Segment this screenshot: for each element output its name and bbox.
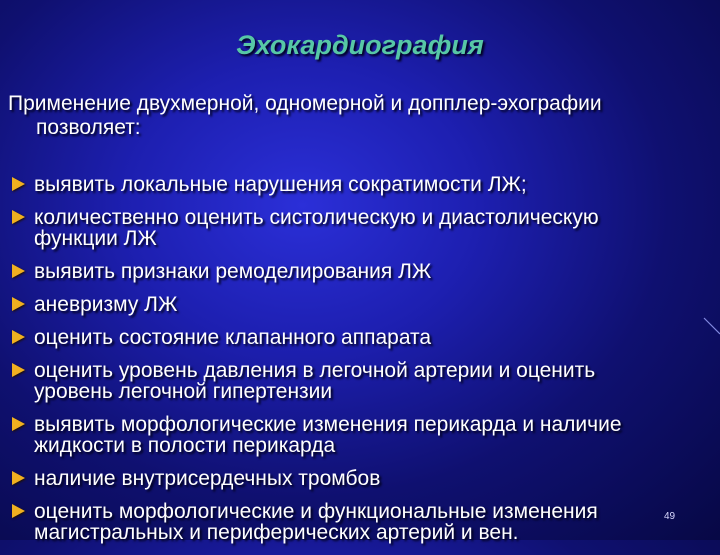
list-item-line-2: жидкости в полости перикарда [34, 434, 336, 457]
bullet-list [12, 174, 712, 555]
arrowhead-bullet-icon [12, 177, 25, 191]
list-item [12, 207, 712, 249]
list-item-line-1: выявить локальные нарушения сократимости ЛЖ; [34, 173, 527, 196]
intro-line-2: позволяет: [36, 116, 141, 139]
arrowhead-bullet-icon [12, 210, 25, 224]
list-item [12, 468, 712, 489]
list-item-line-1: наличие внутрисердечных тромбов [34, 467, 381, 490]
list-item-line-2: функции ЛЖ [34, 227, 157, 250]
list-item [12, 294, 712, 315]
intro-text [8, 92, 708, 140]
intro-line-1: Применение двухмерной, одномерной и допплер-эхографии [8, 92, 602, 115]
list-item [12, 174, 712, 195]
list-item [12, 360, 712, 402]
list-item-line-1: выявить морфологические изменения перикарда и наличие [34, 413, 622, 436]
list-item-line-1: оценить состояние клапанного аппарата [34, 326, 432, 349]
list-item-line-1: оценить уровень давления в легочной артерии и оценить [34, 359, 596, 382]
list-item [12, 414, 712, 456]
arrowhead-bullet-icon [12, 417, 25, 431]
arrowhead-bullet-icon [12, 363, 25, 377]
page-number: 49 [664, 511, 676, 522]
arrowhead-bullet-icon [12, 504, 25, 518]
list-item [12, 327, 712, 348]
list-item [12, 501, 712, 543]
arrowhead-bullet-icon [12, 264, 25, 278]
list-item-line-1: количественно оценить систолическую и диастолическую [34, 206, 599, 229]
arrowhead-bullet-icon [12, 471, 25, 485]
arrowhead-bullet-icon [12, 297, 25, 311]
list-item-line-2: магистральных и периферических артерий и вен. [34, 521, 519, 544]
list-item-line-1: оценить морфологические и функциональные изменения [34, 500, 598, 523]
list-item-line-2: уровень легочной гипертензии [34, 380, 333, 403]
list-item-line-1: выявить признаки ремоделирования ЛЖ [34, 260, 432, 283]
list-item [12, 261, 712, 282]
slide-title: Эхокардиография [236, 30, 484, 60]
list-item-line-1: аневризму ЛЖ [34, 293, 178, 316]
arrowhead-bullet-icon [12, 330, 25, 344]
